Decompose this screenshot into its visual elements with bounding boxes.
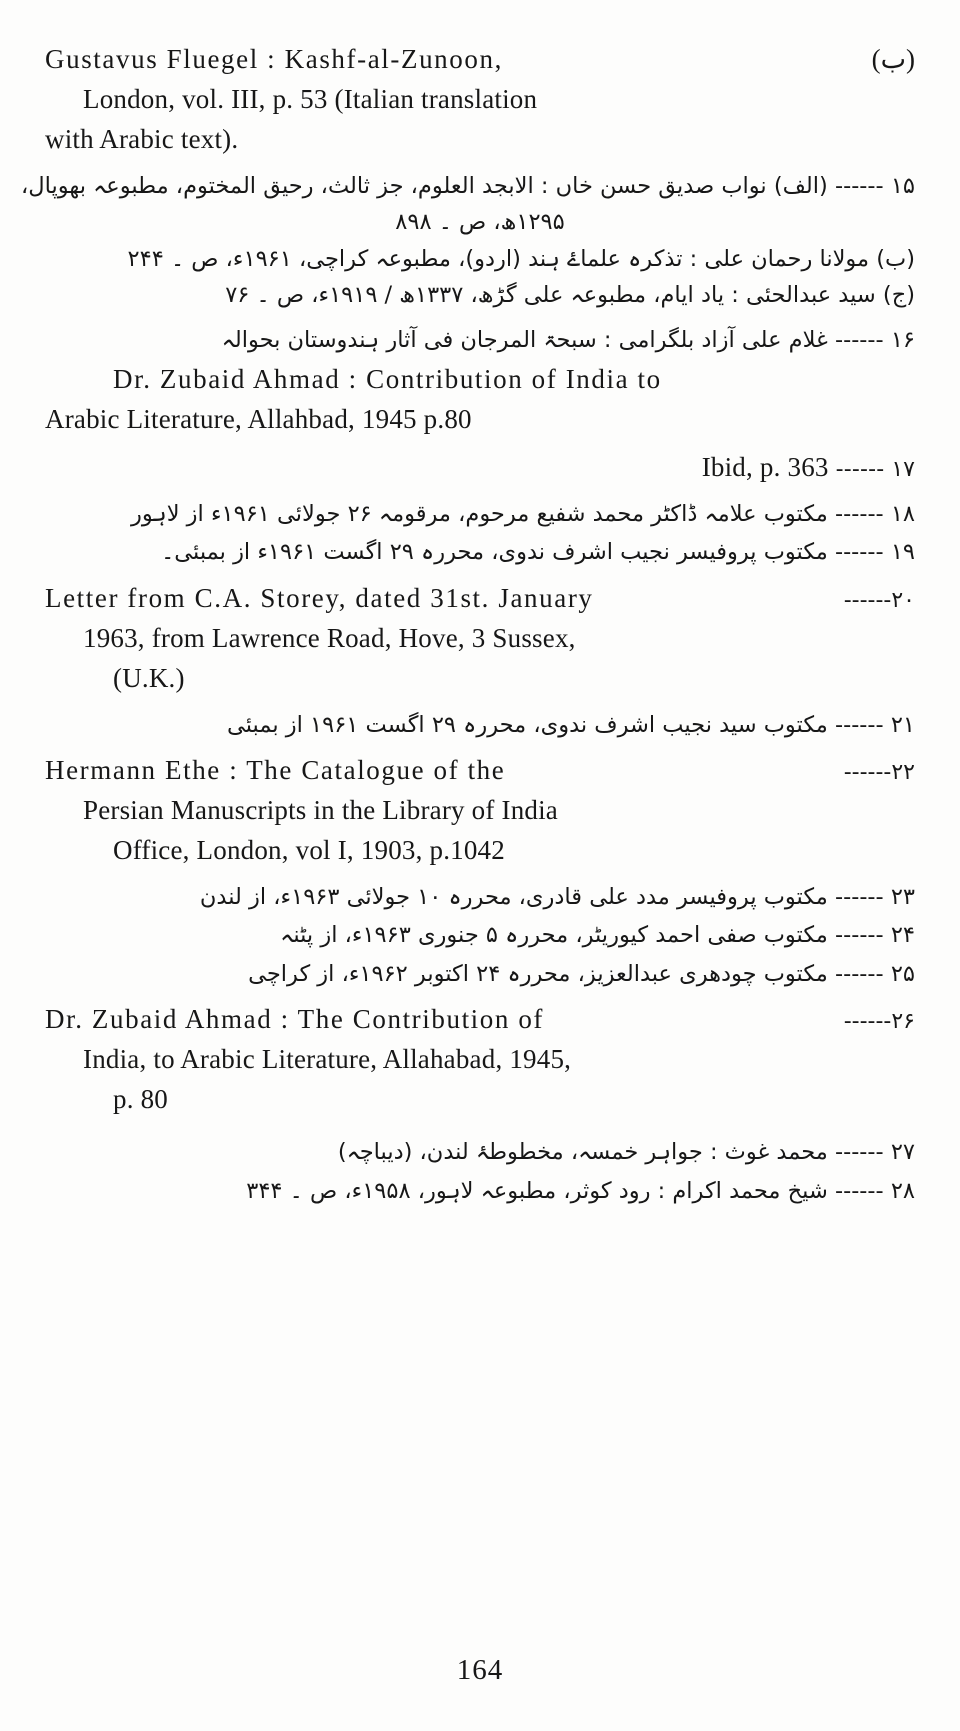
bibliography-entry (45, 360, 915, 440)
entry-text: 1963, from Lawrence Road, Hove, 3 Sussex, (83, 622, 576, 653)
entry-text: ۱۵ ------ (الف) نواب صدیق حسن خاں : الابجد العلوم، جز ثالث، رحیق المختوم، مطبوعہ بھوپال، (20, 172, 915, 199)
bibliography-entry (20, 168, 915, 314)
entry-text: ۲۸ ------ شیخ محمد اکرام : رود کوثر، مطبوعہ لاہور، ۱۹۵۸ء، ص ۔ ۳۴۴ (246, 1177, 915, 1204)
entry-text: with Arabic text). (45, 123, 239, 154)
bibliography-entry (45, 1173, 915, 1209)
bibliography-entry: Hermann Ethe : The Catalogue of the ------۲۲ Persian Manuscripts in the Library of India Office, London, vol I, 1903, p.1042 (45, 751, 915, 871)
bibliography-entry (45, 956, 915, 992)
entry-text: p. 80 (113, 1084, 168, 1115)
bibliography-entry (45, 40, 915, 160)
entry-text: ۲۳ ------ مکتوب پروفیسر مدد علی قادری، محررہ ۱۰ جولائی ۱۹۶۳ء، از لندن (199, 883, 915, 910)
bibliography-entry (45, 879, 915, 915)
bibliography-entry (45, 707, 915, 743)
bibliography-entry (45, 322, 915, 358)
entry-text: Arabic Literature, Allahbad, 1945 p.80 (45, 404, 472, 434)
entry-text: Dr. Zubaid Ahmad : The Contribution of (45, 1004, 545, 1035)
entry-text: London, vol. III, p. 53 (Italian translation (83, 83, 538, 114)
entry-text: (ب) مولانا رحمان علی : تذکرہ علماۓ ہند (اردو)، مطبوعہ کراچی، ۱۹۶۱ء، ص ۔ ۲۴۴ (127, 245, 915, 272)
page-number: 164 (456, 1654, 504, 1686)
entry-text: ۱۸ ------ مکتوب علامہ ڈاکٹر محمد شفیع مرحوم، مرقومہ ۲۶ جولائی ۱۹۶۱ء از لاہور (131, 500, 915, 527)
entry-text: Office, London, vol I, 1903, p.1042 (113, 834, 505, 865)
entry-text: Persian Manuscripts in the Library of India (83, 795, 558, 826)
bibliography-entry (45, 496, 915, 532)
bibliography-entry: Letter from C.A. Storey, dated 31st. January ------۲۰ 1963, from Lawrence Road, Hove, 3 Sussex, (U.K.) (45, 579, 915, 699)
entry-text: ۲۱ ------ مکتوب سید نجیب اشرف ندوی، محررہ ۲۹ اگست ۱۹۶۱ از بمبئی (227, 711, 915, 738)
entry-text: Hermann Ethe : The Catalogue of the (45, 755, 506, 786)
entry-text: Dr. Zubaid Ahmad : Contribution of India to (113, 364, 662, 395)
entry-text: Gustavus Fluegel : Kashf-al-Zunoon, (45, 44, 503, 74)
entry-text: ۱۹ ------ مکتوب پروفیسر نجیب اشرف ندوی، محررہ ۲۹ اگست ۱۹۶۱ء از بمبئی۔ (161, 539, 915, 566)
entry-text: (U.K.) (113, 662, 185, 693)
bibliography-entry: Ibid, p. 363 ------ ۱۷ (701, 451, 915, 482)
bibliography-entry (45, 917, 915, 953)
entry-marker: (ب) (871, 44, 915, 74)
entry-marker: ۲۲ (891, 760, 915, 786)
entry-text: ۲۷ ------ محمد غوث : جواہر خمسہ، مخطوطۂ لندن، (دیباچہ) (337, 1139, 915, 1166)
entry-text: ۱۶ ------ غلام علی آزاد بلگرامی : سبحۃ المرجان فی آثار ہندوستان بحوالہ (221, 326, 915, 353)
entry-text: (ج) سید عبدالحئی : یاد ایام، مطبوعہ علی گڑھ، ۱۳۳۷ھ / ۱۹۱۹ء، ص ۔ ۷۶ (225, 282, 915, 309)
entry-marker: ۲۰ (891, 587, 915, 613)
bibliography-entry: Dr. Zubaid Ahmad : The Contribution of ------۲۶ India, to Arabic Literature, Allahabad, 1945, p. 80 (45, 1000, 915, 1120)
entry-text: ۱۲۹۵ھ، ص ۔ ۸۹۸ (395, 209, 565, 236)
entry-text: Letter from C.A. Storey, dated 31st. January (45, 582, 594, 613)
entry-marker: ۱۷ (891, 456, 915, 482)
entry-text: ۲۴ ------ مکتوب صفی احمد کیوریٹر، محررہ ۵ جنوری ۱۹۶۳ء، از پٹنہ (280, 922, 915, 949)
entry-marker: ۲۶ (891, 1009, 915, 1035)
bibliography-entry (45, 1134, 915, 1170)
entry-text: India, to Arabic Literature, Allahabad, 1945, (83, 1044, 572, 1075)
entry-text: Ibid, p. 363 (701, 451, 829, 482)
bibliography-entry (45, 534, 915, 570)
entry-text: ۲۵ ------ مکتوب چودھری عبدالعزیز، محررہ ۲۴ اکتوبر ۱۹۶۲ء، از کراچی (248, 960, 915, 987)
